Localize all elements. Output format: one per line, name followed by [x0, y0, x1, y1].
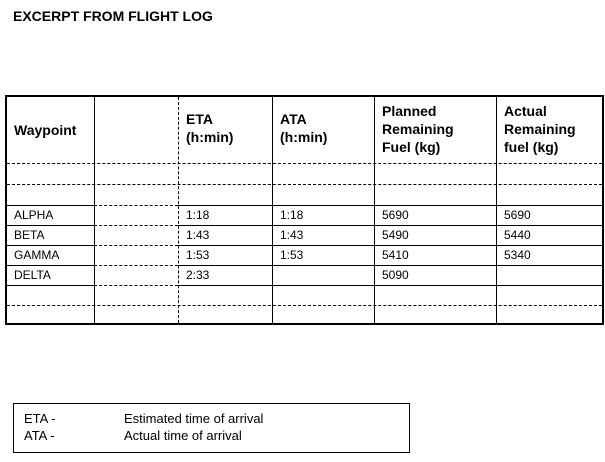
row-divider [94, 285, 178, 286]
header-actual-fuel: Actual Remaining fuel (kg) [504, 103, 576, 155]
row-divider [94, 245, 178, 246]
column-divider [496, 97, 497, 323]
eta-cell: 2:33 [186, 268, 210, 282]
planned-fuel-cell: 5410 [382, 248, 409, 262]
header-divider [7, 163, 602, 164]
row-divider [94, 265, 178, 266]
legend-abbr: ATA - [24, 428, 55, 443]
planned-fuel-cell: 5090 [382, 268, 409, 282]
waypoint-cell: DELTA [14, 268, 51, 282]
abbreviation-legend [13, 403, 410, 453]
row-divider [7, 184, 602, 185]
column-divider [94, 97, 95, 323]
actual-fuel-cell: 5340 [504, 248, 531, 262]
flight-log-table [5, 95, 604, 325]
waypoint-cell: ALPHA [14, 208, 54, 222]
eta-cell: 1:53 [186, 248, 210, 262]
row-divider [178, 285, 602, 286]
legend-desc: Actual time of arrival [124, 428, 242, 443]
eta-cell: 1:43 [186, 228, 210, 242]
legend-abbr: ETA - [24, 411, 56, 426]
row-divider [7, 305, 602, 306]
ata-cell: 1:53 [280, 248, 304, 262]
planned-fuel-cell: 5690 [382, 208, 409, 222]
ata-cell: 1:43 [280, 228, 304, 242]
page-title: EXCERPT FROM FLIGHT LOG [13, 8, 213, 24]
header-eta: ETA (h:min) [186, 111, 234, 145]
header-planned-fuel: Planned Remaining Fuel (kg) [382, 103, 454, 155]
ata-cell: 1:18 [280, 208, 304, 222]
header-waypoint: Waypoint [14, 122, 77, 138]
header-ata: ATA (h:min) [280, 111, 328, 145]
row-divider [7, 285, 94, 286]
eta-cell: 1:18 [186, 208, 210, 222]
legend-desc: Estimated time of arrival [124, 411, 264, 426]
waypoint-cell: GAMMA [14, 248, 60, 262]
planned-fuel-cell: 5490 [382, 228, 409, 242]
column-divider [374, 97, 375, 323]
actual-fuel-cell: 5440 [504, 228, 531, 242]
row-divider [94, 205, 178, 206]
actual-fuel-cell: 5690 [504, 208, 531, 222]
waypoint-cell: BETA [14, 228, 45, 242]
column-divider [178, 97, 179, 323]
row-divider [94, 225, 178, 226]
column-divider [272, 97, 273, 323]
